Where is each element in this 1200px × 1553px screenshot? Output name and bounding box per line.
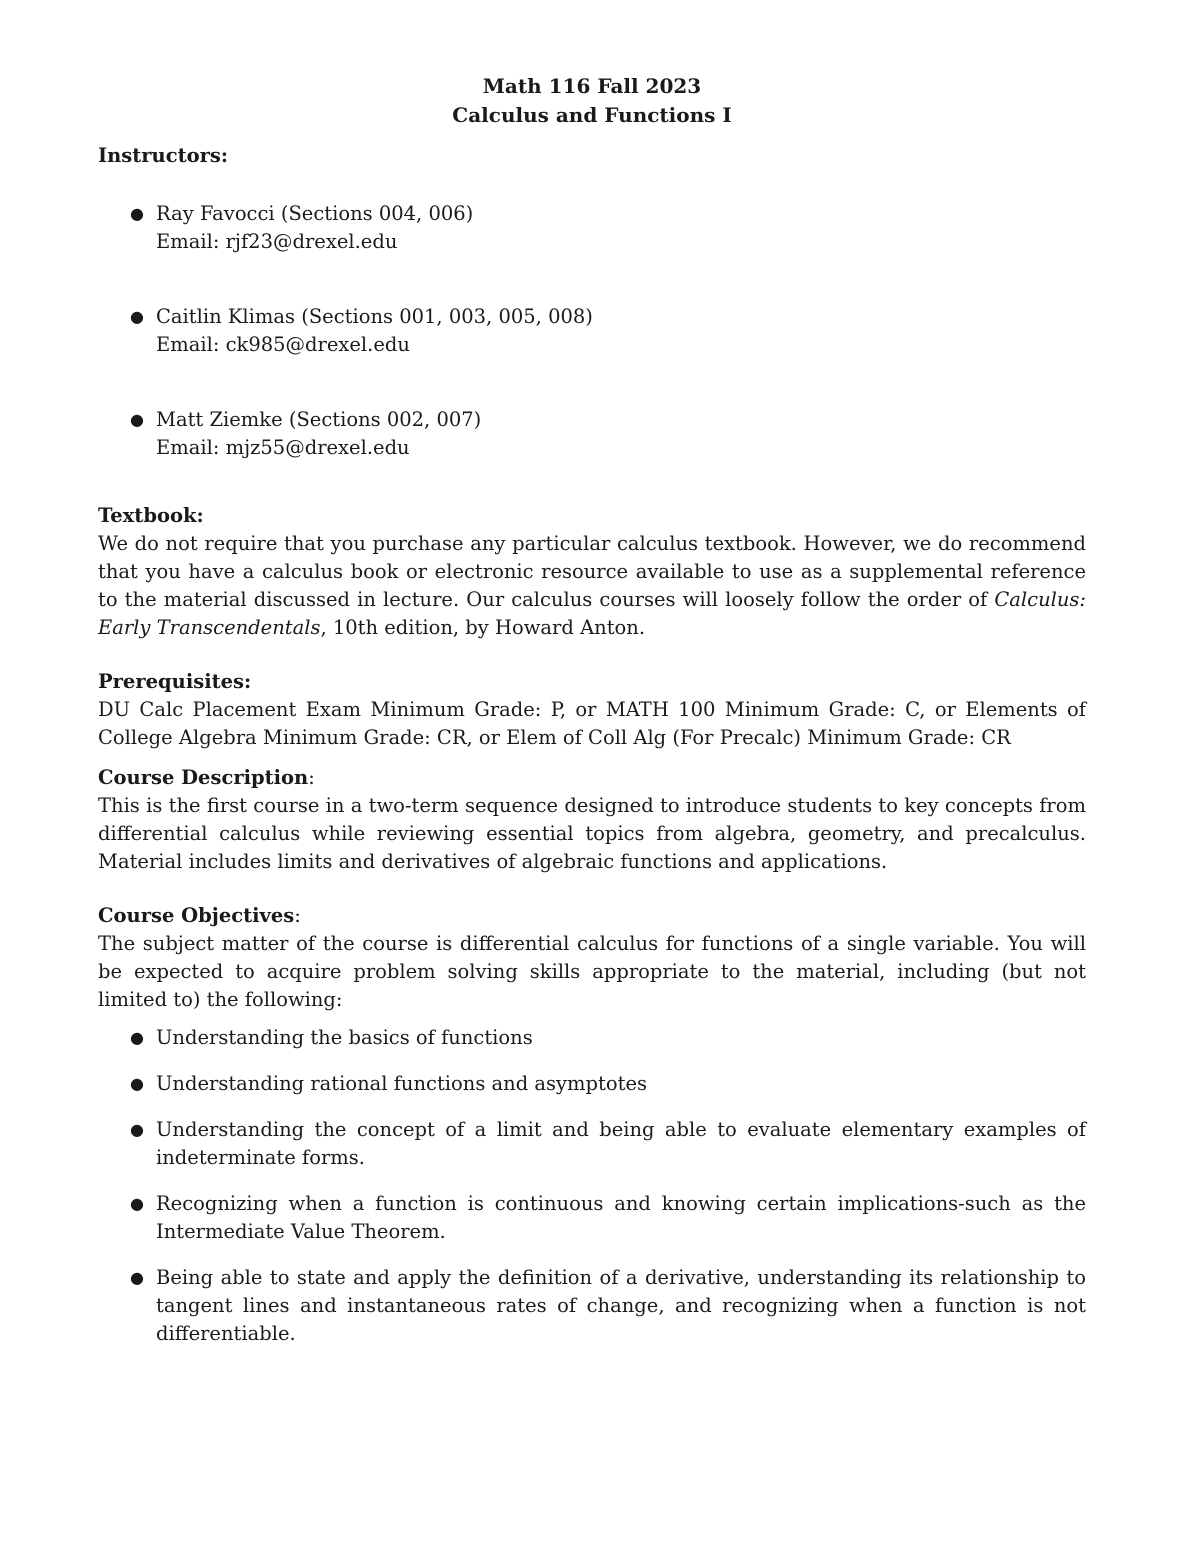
objective-text: Understanding rational functions and asymptotes (156, 1072, 647, 1095)
objective-text: Understanding the concept of a limit and being able to evaluate elementary examples of indeterminate forms. (156, 1118, 1086, 1169)
bullet-icon: ● (130, 1268, 144, 1287)
objectives-list (98, 1024, 1086, 1348)
instructor-item (98, 303, 1086, 359)
objective-item (98, 1116, 1086, 1172)
objectives-heading-label: Course Objectives (98, 904, 295, 927)
instructor-item (98, 406, 1086, 462)
textbook-title: Calculus: Early Transcendentals (98, 588, 1086, 639)
bullet-icon: ● (130, 1028, 144, 1047)
instructor-item (98, 200, 1086, 256)
course-title: Math 116 Fall 2023 (482, 74, 702, 98)
instructor-email: Email: mjz55@drexel.edu (156, 436, 410, 459)
instructor-name: Matt Ziemke (Sections 002, 007) (156, 408, 482, 431)
objective-item (98, 1190, 1086, 1246)
instructors-heading: Instructors: (98, 144, 229, 167)
syllabus-page (98, 72, 1086, 1366)
bullet-icon: ● (130, 1120, 144, 1139)
textbook-text-after: , 10th edition, by Howard Anton. (320, 616, 646, 639)
objective-item (98, 1070, 1086, 1098)
objective-text: Understanding the basics of functions (156, 1026, 533, 1049)
bullet-icon: ● (130, 1074, 144, 1093)
objective-item (98, 1264, 1086, 1348)
objective-text: Recognizing when a function is continuous and knowing certain implications-such as the Intermediate Value Theorem. (156, 1192, 1086, 1243)
objective-item (98, 1024, 1086, 1052)
description-heading-colon: : (308, 766, 315, 789)
objectives-heading-colon: : (294, 904, 301, 927)
objective-text: Being able to state and apply the definition of a derivative, understanding its relationship to tangent lines and instantaneous rates of change, and recognizing when a function is not differentiable. (156, 1266, 1086, 1345)
instructor-name: Caitlin Klimas (Sections 001, 003, 005, 008) (156, 305, 593, 328)
textbook-text-before: We do not require that you purchase any particular calculus textbook. However, we do recommend that you have a calculus book or electronic resource available to use as a supplemental reference to the material discussed in lecture. Our calculus courses will loosely follow the order of (98, 532, 1086, 611)
instructor-name: Ray Favocci (Sections 004, 006) (156, 202, 474, 225)
textbook-text (98, 530, 1086, 642)
objectives-intro: The subject matter of the course is differential calculus for functions of a single variable. You will be expected to acquire problem solving skills appropriate to the material, including (but not limited to) the following: (98, 932, 1086, 1011)
bullet-icon: ● (130, 410, 144, 429)
instructor-email: Email: ck985@drexel.edu (156, 333, 410, 356)
description-heading-label: Course Description (98, 766, 309, 789)
instructor-email: Email: rjf23@drexel.edu (156, 230, 398, 253)
textbook-heading: Textbook: (98, 504, 204, 527)
objectives-heading (98, 902, 1086, 930)
bullet-icon: ● (130, 1194, 144, 1213)
prerequisites-heading: Prerequisites: (98, 670, 252, 693)
description-heading (98, 764, 1086, 792)
description-text: This is the first course in a two-term sequence designed to introduce students to key concepts from differential calculus while reviewing essential topics from algebra, geometry, and precalculus. Material includes limits and derivatives of algebraic functions and applications. (98, 794, 1086, 873)
bullet-icon: ● (130, 204, 144, 223)
bullet-icon: ● (130, 307, 144, 326)
instructor-list (98, 200, 1086, 462)
course-subtitle: Calculus and Functions I (452, 103, 732, 127)
prerequisites-text: DU Calc Placement Exam Minimum Grade: P, or MATH 100 Minimum Grade: C, or Elements of College Algebra Minimum Grade: CR, or Elem of Coll Alg (For Precalc) Minimum Grade: CR (98, 698, 1086, 749)
